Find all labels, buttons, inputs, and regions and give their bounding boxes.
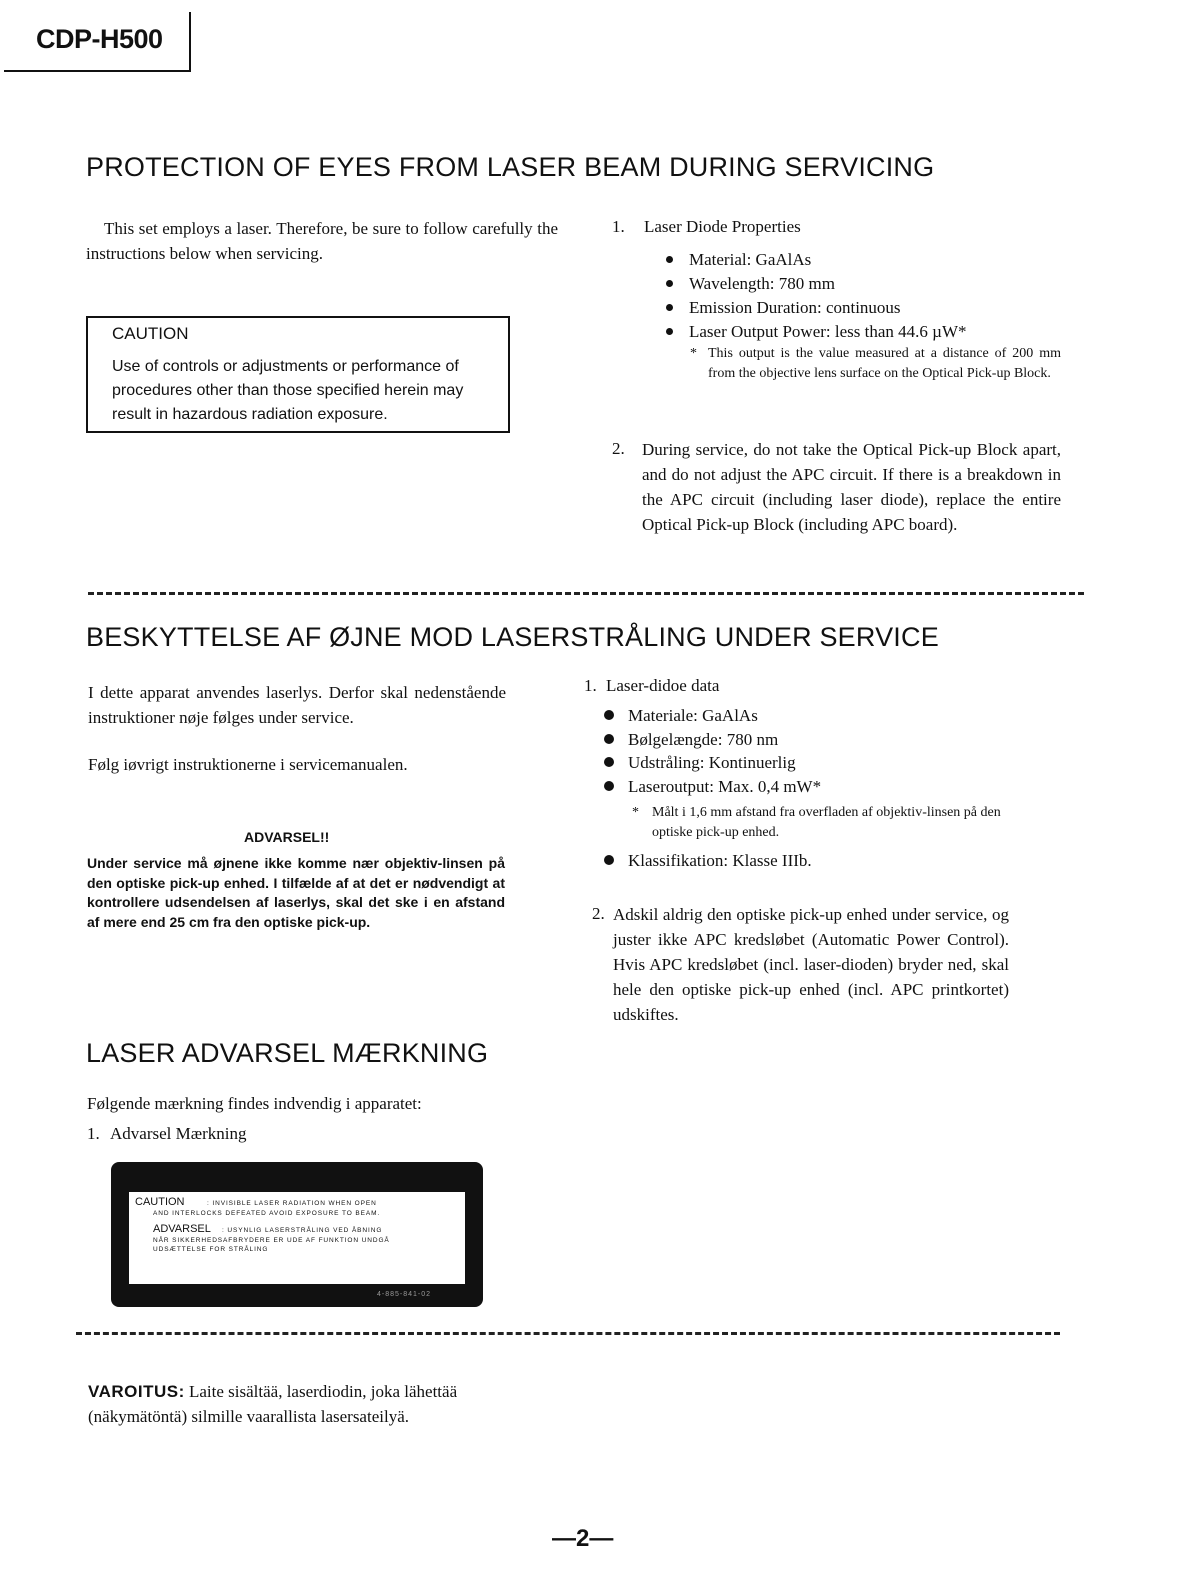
caution-box bbox=[86, 316, 510, 433]
list-item: Laser Output Power: less than 44.6 µW* bbox=[666, 320, 967, 344]
classification-item: Klassifikation: Klasse IIIb. bbox=[604, 849, 812, 873]
label-caution-key: CAUTION bbox=[135, 1196, 185, 1208]
finnish-warning bbox=[88, 1379, 528, 1429]
bullet-icon bbox=[666, 256, 673, 263]
model-tag-underline bbox=[4, 70, 191, 72]
list-item: Bølgelængde: 780 nm bbox=[604, 728, 821, 752]
model-number: CDP-H500 bbox=[36, 24, 163, 54]
warning-title: ADVARSEL!! bbox=[244, 829, 330, 845]
list-item: Laseroutput: Max. 0,4 mW* bbox=[604, 775, 821, 799]
model-tag-divider bbox=[189, 12, 191, 72]
list-item: Materiale: GaAlAs bbox=[604, 704, 821, 728]
section-title-marking: LASER ADVARSEL MÆRKNING bbox=[86, 1038, 489, 1068]
section-title-danish: BESKYTTELSE AF ØJNE MOD LASERSTRÅLING UNDER SERVICE bbox=[86, 622, 939, 652]
bullet-icon bbox=[666, 328, 673, 335]
bullet-icon bbox=[604, 757, 614, 767]
label-advarsel-text: : USYNLIG LASERSTRÅLING VED ÅBNING bbox=[222, 1227, 383, 1234]
english-intro: This set employs a laser. Therefore, be sure to follow carefully the instructions below when servicing. bbox=[86, 219, 558, 263]
label-advarsel-text: UDSÆTTELSE FOR STRÅLING bbox=[153, 1246, 269, 1253]
list-number: 1. bbox=[612, 217, 625, 236]
service-instruction: Adskil aldrig den optiske pick-up enhed under service, og juster ikke APC kredsløbet (Automatic Power Control). Hvis APC kredsløbet (incl. laser-dioden) bryder ned, skal hele den optiske pick-up enhed (incl. APC printkortet) udskiftes. bbox=[613, 905, 1009, 1024]
label-caution-text: : INVISIBLE LASER RADIATION WHEN OPEN bbox=[207, 1200, 377, 1207]
footnote-marker: * bbox=[632, 805, 639, 820]
bullet-icon bbox=[666, 304, 673, 311]
marking-item: Advarsel Mærkning bbox=[110, 1124, 247, 1143]
bullet-icon bbox=[666, 280, 673, 287]
page-number: —2— bbox=[552, 1525, 614, 1552]
danish-intro: I dette apparat anvendes laserlys. Derfor skal nedenstående instruktioner nøje følges under service. bbox=[88, 683, 506, 727]
warning-body: Under service må øjnene ikke komme nær objektiv-linsen på den optiske pick-up enhed. I tilfælde af at det er nødvendigt at kontrollere udsendelsen af laserlys, skal det ske i en afstand af mere end 25 cm fra den optiske pick-up. bbox=[87, 855, 505, 930]
caution-title: CAUTION bbox=[112, 324, 189, 343]
label-caution-text: AND INTERLOCKS DEFEATED AVOID EXPOSURE TO BEAM. bbox=[153, 1210, 381, 1217]
list-number: 2. bbox=[612, 439, 625, 458]
laser-data-list bbox=[604, 704, 821, 798]
list-item: Udstråling: Kontinuerlig bbox=[604, 751, 821, 775]
list-number: 2. bbox=[592, 904, 605, 923]
laser-properties-list bbox=[666, 248, 967, 344]
bullet-icon bbox=[604, 734, 614, 744]
section-divider bbox=[76, 1332, 1060, 1335]
bullet-icon bbox=[604, 710, 614, 720]
list-item: Material: GaAlAs bbox=[666, 248, 967, 272]
finnish-warning-key: VAROITUS: bbox=[88, 1382, 185, 1401]
list-item: Emission Duration: continuous bbox=[666, 296, 967, 320]
bullet-icon bbox=[604, 781, 614, 791]
laser-properties-heading: Laser Diode Properties bbox=[644, 217, 801, 236]
danish-intro-note: Følg iøvrigt instruktionerne i servicemanualen. bbox=[88, 755, 408, 774]
footnote: This output is the value measured at a distance of 200 mm from the objective lens surface on the Optical Pick-up Block. bbox=[708, 346, 1061, 381]
footnote: Målt i 1,6 mm afstand fra overfladen af objektiv-linsen på den optiske pick-up enhed. bbox=[652, 805, 1001, 840]
list-number: 1. bbox=[584, 676, 597, 695]
bullet-icon bbox=[604, 855, 614, 865]
service-instruction: During service, do not take the Optical Pick-up Block apart, and do not adjust the APC circuit. If there is a breakdown in the APC circuit (including laser diode), replace the entire Optical Pick-up Block (including APC board). bbox=[642, 440, 1061, 534]
label-advarsel-text: NÅR SIKKERHEDSAFBRYDERE ER UDE AF FUNKTION UNDGÅ bbox=[153, 1237, 390, 1244]
footnote-marker: * bbox=[690, 346, 697, 361]
caution-body: Use of controls or adjustments or performance of procedures other than those specified herein may result in hazardous radiation exposure. bbox=[112, 358, 464, 423]
list-item: Wavelength: 780 mm bbox=[666, 272, 967, 296]
label-part-code: 4-885-841-02 bbox=[377, 1291, 432, 1298]
list-number: 1. bbox=[87, 1124, 100, 1143]
laser-data-heading: Laser-didoe data bbox=[606, 676, 720, 695]
marking-intro: Følgende mærkning findes indvendig i apparatet: bbox=[87, 1094, 422, 1113]
label-advarsel-key: ADVARSEL bbox=[153, 1223, 211, 1235]
section-divider bbox=[88, 592, 1084, 595]
section-title-english: PROTECTION OF EYES FROM LASER BEAM DURING SERVICING bbox=[86, 152, 935, 182]
finnish-warning-text: Laite sisältää, laserdiodin, joka lähettää (näkymätöntä) silmille vaarallista lasersateilyä. bbox=[88, 1382, 458, 1426]
warning-label bbox=[111, 1162, 483, 1307]
